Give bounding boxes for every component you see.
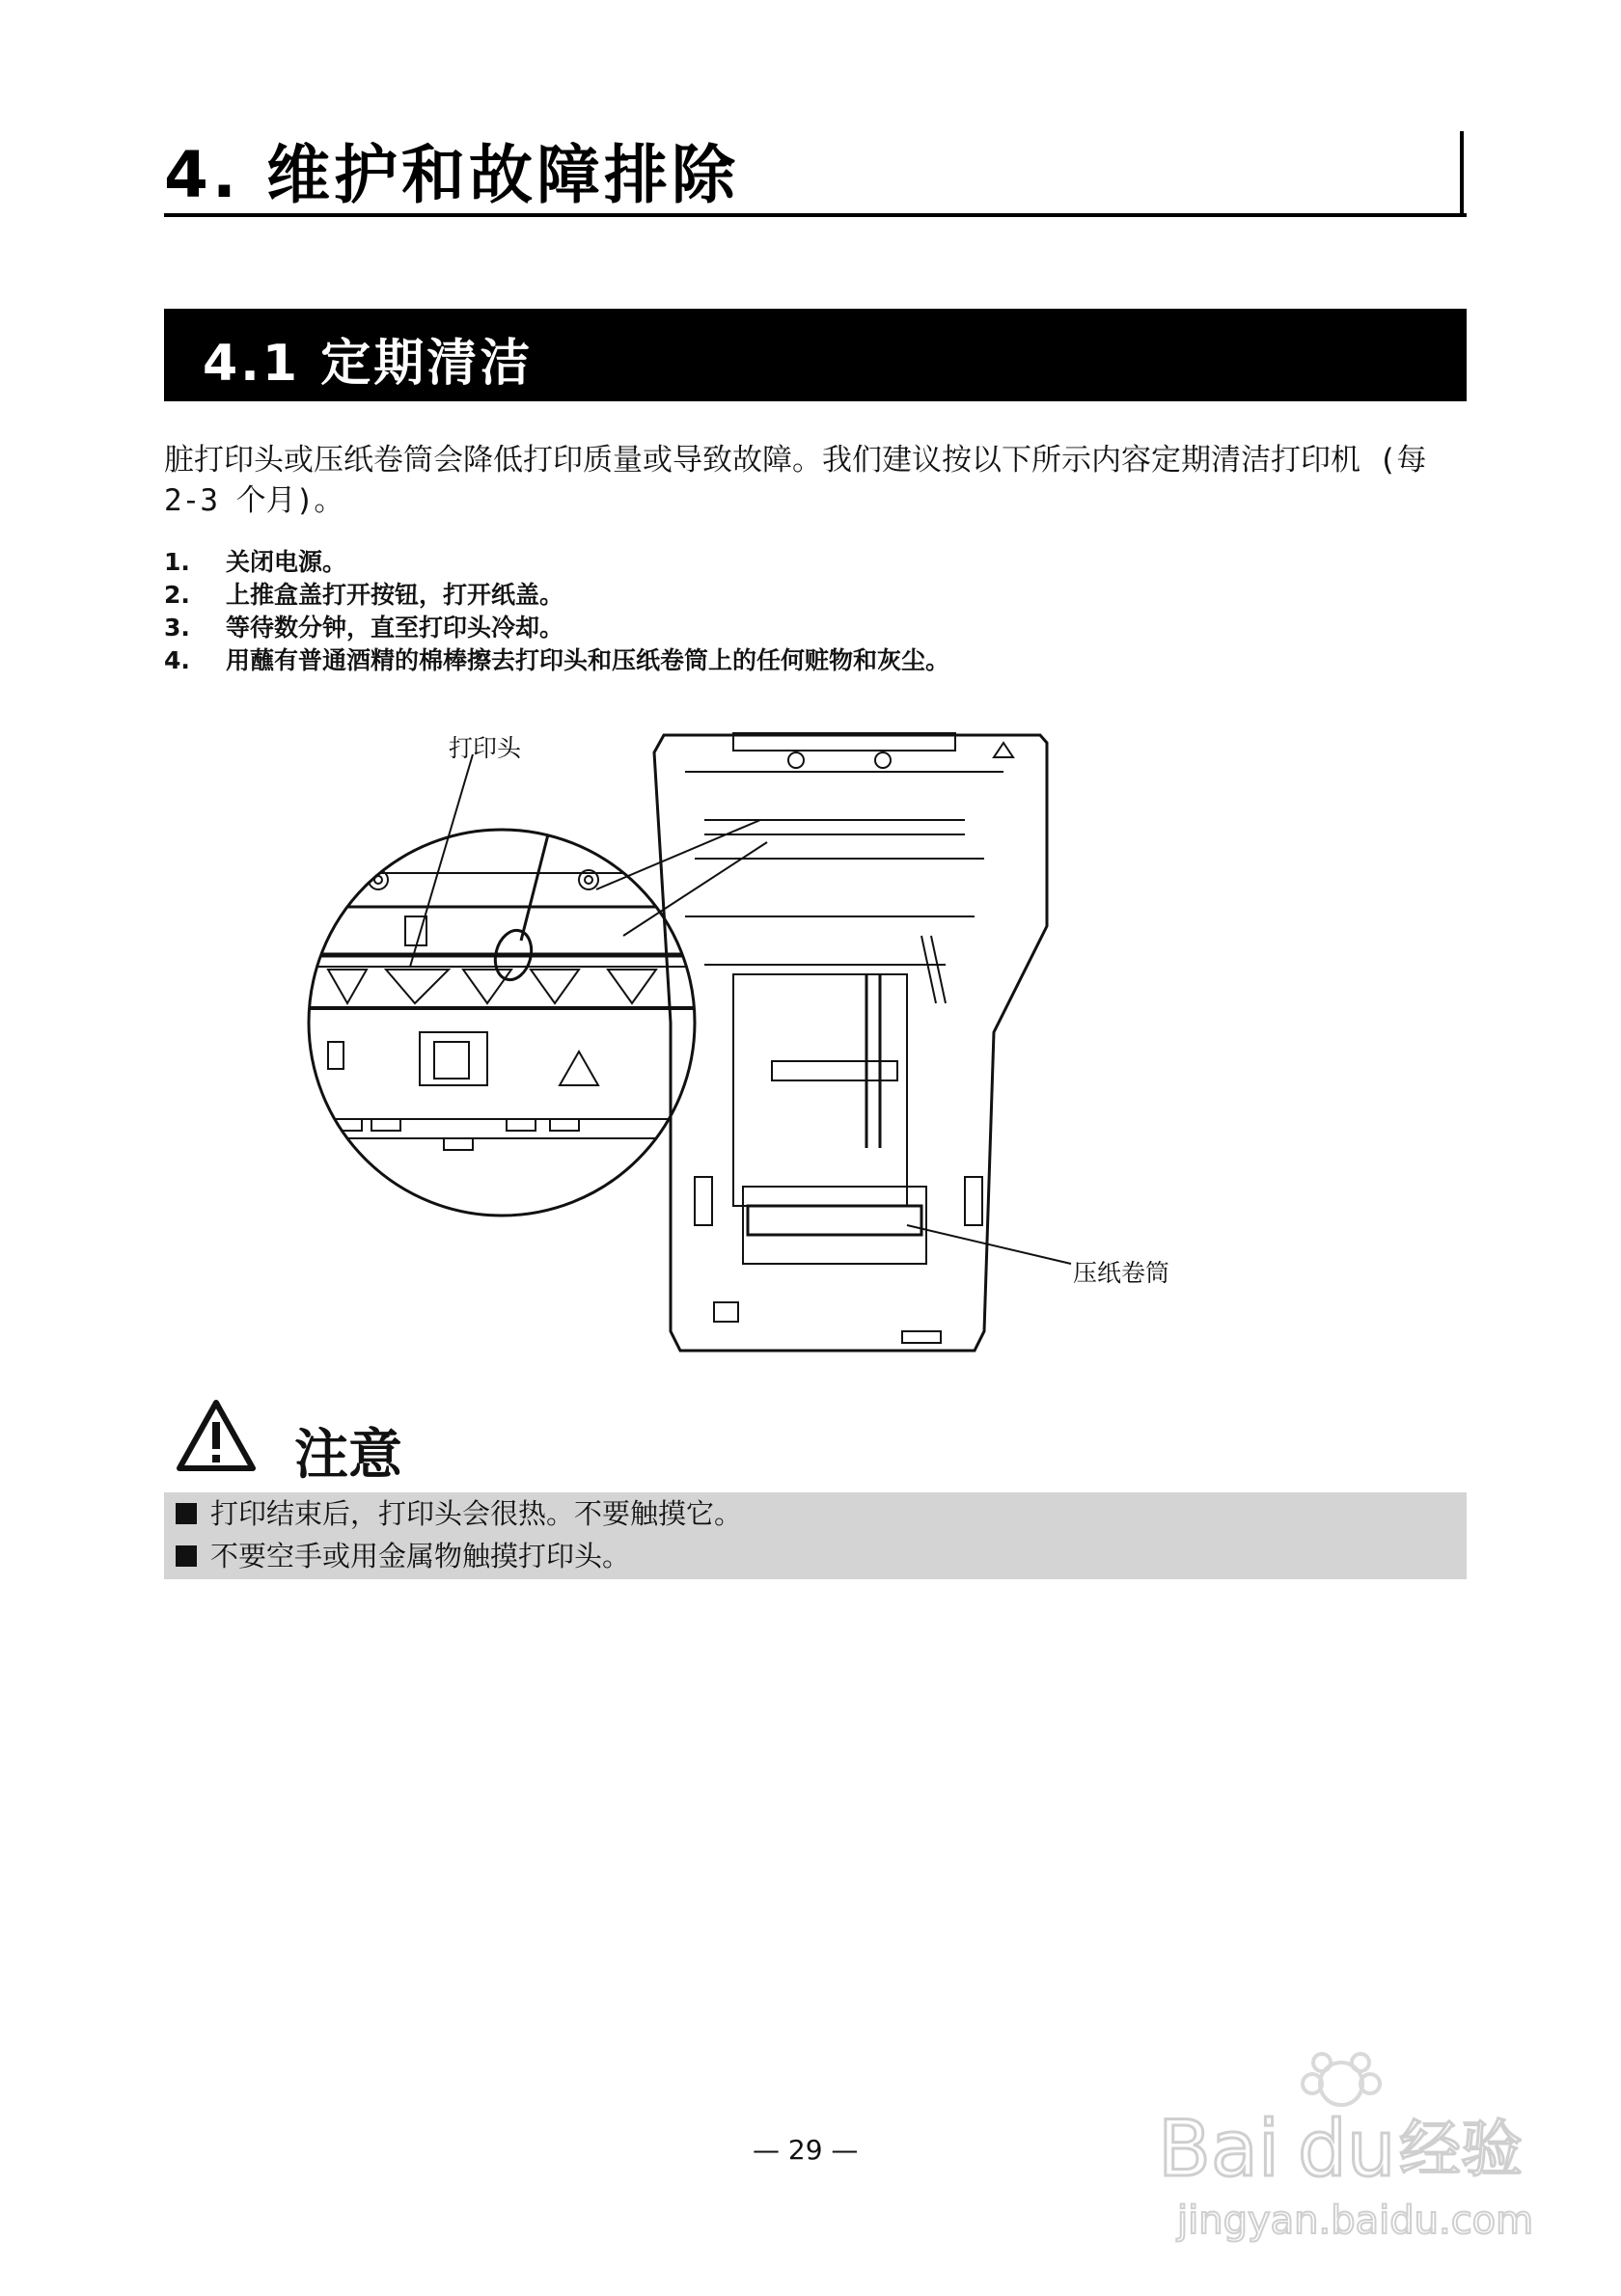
- step-number: 4.: [164, 646, 190, 674]
- watermark-url: jingyan.baidu.com: [1177, 2199, 1534, 2243]
- watermark-product: 经验: [1399, 2115, 1523, 2186]
- step-number: 2.: [164, 581, 190, 609]
- intro-paragraph: 脏打印头或压纸卷筒会降低打印质量或导致故障。我们建议按以下所示内容定期清洁打印机 (每 2-3 个月)。: [164, 443, 1427, 518]
- step-number: 3.: [164, 614, 190, 642]
- caution-title: 注意: [294, 1424, 402, 1487]
- step-text: 用蘸有普通酒精的棉棒擦去打印头和压纸卷筒上的任何赃物和灰尘。: [226, 646, 950, 674]
- caution-box: [164, 1492, 1467, 1579]
- watermark-brand: Bai: [1158, 2104, 1280, 2194]
- platen-roller-label: 压纸卷筒: [1073, 1259, 1170, 1287]
- caution-item: [164, 1492, 1467, 1535]
- caution-item-text: 打印结束后，打印头会很热。不要触摸它。: [210, 1497, 743, 1530]
- caution-item: [164, 1535, 1467, 1577]
- warning-triangle-icon: [176, 1399, 257, 1472]
- printer-body: [654, 733, 1071, 1351]
- steps-list: [164, 546, 1467, 677]
- step-item: [164, 644, 1467, 677]
- printhead-label: 打印头: [449, 734, 522, 762]
- magnified-printhead-detail: [289, 754, 767, 1216]
- bullet-square-icon: [176, 1503, 197, 1524]
- chapter-title: 4. 维护和故障排除: [164, 138, 739, 212]
- step-item: [164, 579, 1467, 612]
- step-item: [164, 612, 1467, 644]
- baidu-jingyan-watermark: [1139, 2045, 1544, 2267]
- step-item: [164, 546, 1467, 579]
- step-text: 等待数分钟，直至打印头冷却。: [226, 614, 564, 642]
- page-number: — 29 —: [753, 2134, 859, 2166]
- step-number: 1.: [164, 548, 190, 576]
- watermark-brand-2: du: [1298, 2104, 1396, 2194]
- step-text: 关闭电源。: [226, 548, 347, 576]
- step-text: 上推盒盖打开按钮，打开纸盖。: [226, 581, 564, 609]
- chapter-underline: [164, 213, 1467, 217]
- caution-item-text: 不要空手或用金属物触摸打印头。: [210, 1540, 631, 1572]
- section-title: 4.1 定期清洁: [203, 335, 534, 393]
- bullet-square-icon: [176, 1545, 197, 1567]
- chapter-right-tick: [1460, 131, 1464, 217]
